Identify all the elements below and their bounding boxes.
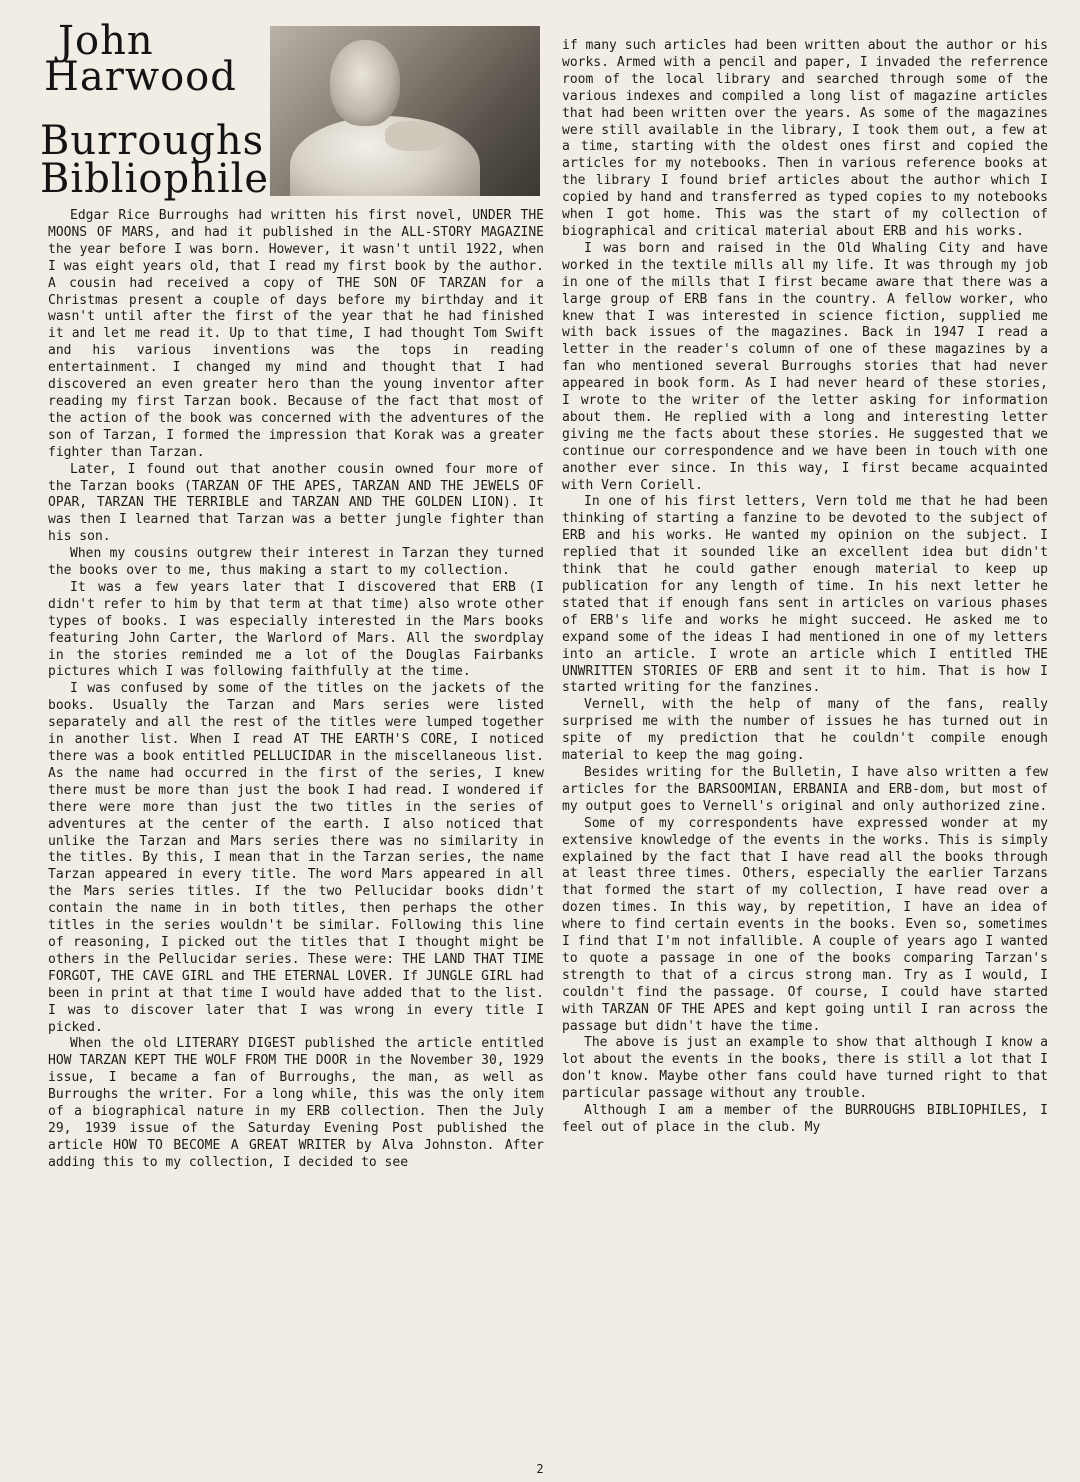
left-paragraph: When the old LITERARY DIGEST published the article entitled HOW TARZAN KEPT THE WOLF FROM THE DOOR in the November 30, 1929 issue, I became a fan of Burroughs, the man, as well as Burroughs the writer. For a long while, this was the only item of a biographical nature in my ERB collection. Then the July 29, 1939 issue of the Saturday Evening Post published the article HOW TO BECOME A GREAT WRITER by Alva Johnston. After adding this to my collection, I decided to see xyxy=(48,1036,544,1170)
left-paragraph: Later, I found out that another cousin owned four more of the Tarzan books (TARZAN OF THE APES, TARZAN AND THE JEWELS OF OPAR, TARZAN THE TERRIBLE and TARZAN AND THE GOLDEN LION). It was then I learned that Tarzan was a better jungle fighter than his son. xyxy=(48,461,544,545)
left-paragraph: I was confused by some of the titles on the jackets of the books. Usually the Tarzan and Mars series were listed separately and all the rest of the titles were lumped together in another list. When I read AT THE EARTH'S CORE, I noticed there was a book entitled PELLUCIDAR in the miscellaneous list. As the name had occurred in the first of the series, I knew there must be more than just the book I had read. I wondered if there were more than just the two titles in the series of adventures at the center of the earth. I also noticed that unlike the Tarzan and Mars series there was no similarity in the titles. By this, I mean that in the Tarzan series, the name Tarzan appeared in every title. The word Mars appeared in all the Mars series titles. If the two Pellucidar books didn't contain the name in in both titles, then perhaps the other titles in the series wouldn't be similar. Following this line of reasoning, I picked out the titles that I thought might be others in the Pellucidar series. These were: THE LAND THAT TIME FORGOT, THE CAVE GIRL and THE ETERNAL LOVER. If JUNGLE GIRL had been in print at that time I would have added that to the list. I was to discover later that I was wrong in every title I picked. xyxy=(48,681,544,1035)
photo-head-shape xyxy=(330,40,400,126)
right-paragraph: The above is just an example to show that although I know a lot about the events in the books, there is still a lot that I don't know. Maybe other fans could have turned right to that particular passage without any trouble. xyxy=(562,1035,1048,1102)
right-paragraph: In one of his first letters, Vern told me that he had been thinking of starting a fanzine to be devoted to the subject of ERB and his works. He wanted my opinion on the subject. I replied that it sounded like an excellent idea but didn't think that he could gather enough material to keep up publication for any length of time. In his next letter he stated that if enough fans sent in articles on various phases of ERB's life and works he might succeed. He asked me to expand some of the ideas I had mentioned in one of my letters into an article. I wrote an article which I entitled THE UNWRITTEN STORIES OF ERB and sent it to him. That is how I started writing for the fanzines. xyxy=(562,494,1048,696)
left-paragraph: It was a few years later that I discovered that ERB (I didn't refer to him by that term at that time) also wrote other types of books. I was especially interested in the Mars books featuring John Carter, the Warlord of Mars. All the swordplay in the stories reminded me a lot of the Douglas Fairbanks pictures which I was following faithfully at the time. xyxy=(48,579,544,680)
left-column xyxy=(48,208,544,1172)
title-line-john: John xyxy=(58,18,154,64)
page-number: 2 xyxy=(536,1462,544,1476)
title-line-bibliophile: Bibliophile xyxy=(40,156,270,202)
photo-hand-shape xyxy=(385,121,445,151)
right-column xyxy=(562,38,1048,1137)
right-paragraph: I was born and raised in the Old Whaling City and have worked in the textile mills all my life. It was through my job in one of the mills that I first became aware that there was a large group of ERB fans in the country. A fellow worker, who knew that I was interested in science fiction, supplied me with back issues of the magazines. Back in 1947 I read a letter in the reader's column of one of these magazines by a fan who mentioned several Burroughs stories that had never appeared in book form. As I had never heard of these stories, I wrote to the writer of the letter asking for information about them. He replied with a long and interesting letter giving me the facts about these stories. He suggested that we continue our correspondence and we have been in touch with one another ever since. In this way, I first became acquainted with Vern Coriell. xyxy=(562,240,1048,493)
title-line-harwood: Harwood xyxy=(44,54,237,100)
right-paragraph: Vernell, with the help of many of the fans, really surprised me with the number of issues he has turned out in spite of my prediction that he couldn't compile enough material to keep the mag going. xyxy=(562,697,1048,764)
left-paragraph: When my cousins outgrew their interest in Tarzan they turned the books over to me, thus making a start to my collection. xyxy=(48,546,544,579)
author-photo xyxy=(270,26,540,196)
title-line-burroughs: Burroughs xyxy=(40,118,265,164)
left-paragraph: Edgar Rice Burroughs had written his first novel, UNDER THE MOONS OF MARS, and had it published in the ALL-STORY MAGAZINE the year before I was born. However, it wasn't until 1922, when I was eight years old, that I read my first book by the author. A cousin had received a copy of THE SON OF TARZAN for a Christmas present a couple of days before my birthday and it wasn't until after the first of the year that he had finished it and let me read it. Up to that time, I had thought Tom Swift and his various inventions was the tops in reading entertainment. I changed my mind and thought that I had discovered an even greater hero than the young inventor after reading my first Tarzan book. Because of the fact that most of the action of the book was concerned with the adventures of the son of Tarzan, I formed the impression that Korak was a greater fighter than Tarzan. xyxy=(48,208,544,460)
photo-body-shape xyxy=(290,116,480,196)
right-paragraph: if many such articles had been written about the author or his works. Armed with a pencil and paper, I invaded the referrence room of the local library and searched through some of the various indexes and compiled a long list of magazine articles that had been written over the years. As some of the magazines were still available in the library, I took them out, a few at a time, starting with the oldest ones first and copied the articles for my notebooks. Then in various reference books at the library I found brief articles about the author which I copied by hand and transferred as typed copies to my notebooks when I got home. This was the start of my collection of biographical and critical material about ERB and his works. xyxy=(562,38,1048,239)
right-paragraph: Besides writing for the Bulletin, I have also written a few articles for the BARSOOMIAN, ERBANIA and ERB-dom, but most of my output goes to Vernell's original and only authorized zine. xyxy=(562,764,1048,814)
right-paragraph: Although I am a member of the BURROUGHS BIBLIOPHILES, I feel out of place in the club. My xyxy=(562,1103,1048,1135)
right-paragraph: Some of my correspondents have expressed wonder at my extensive knowledge of the events in the works. This is simply explained by the fact that I have read all the books through at least three times. Others, especially the earlier Tarzans that formed the start of my collection, I have read over a dozen times. In this way, by repetition, I have an idea of where to find certain events in the books. Even so, sometimes I find that I'm not infallible. A couple of years ago I wanted to quote a passage in one of the books comparing Tarzan's strength to that of a circus strong man. Try as I would, I couldn't find the passage. Of course, I could have started with TARZAN OF THE APES and kept going until I ran across the passage but didn't have the time. xyxy=(562,815,1048,1034)
article-title xyxy=(28,18,268,208)
